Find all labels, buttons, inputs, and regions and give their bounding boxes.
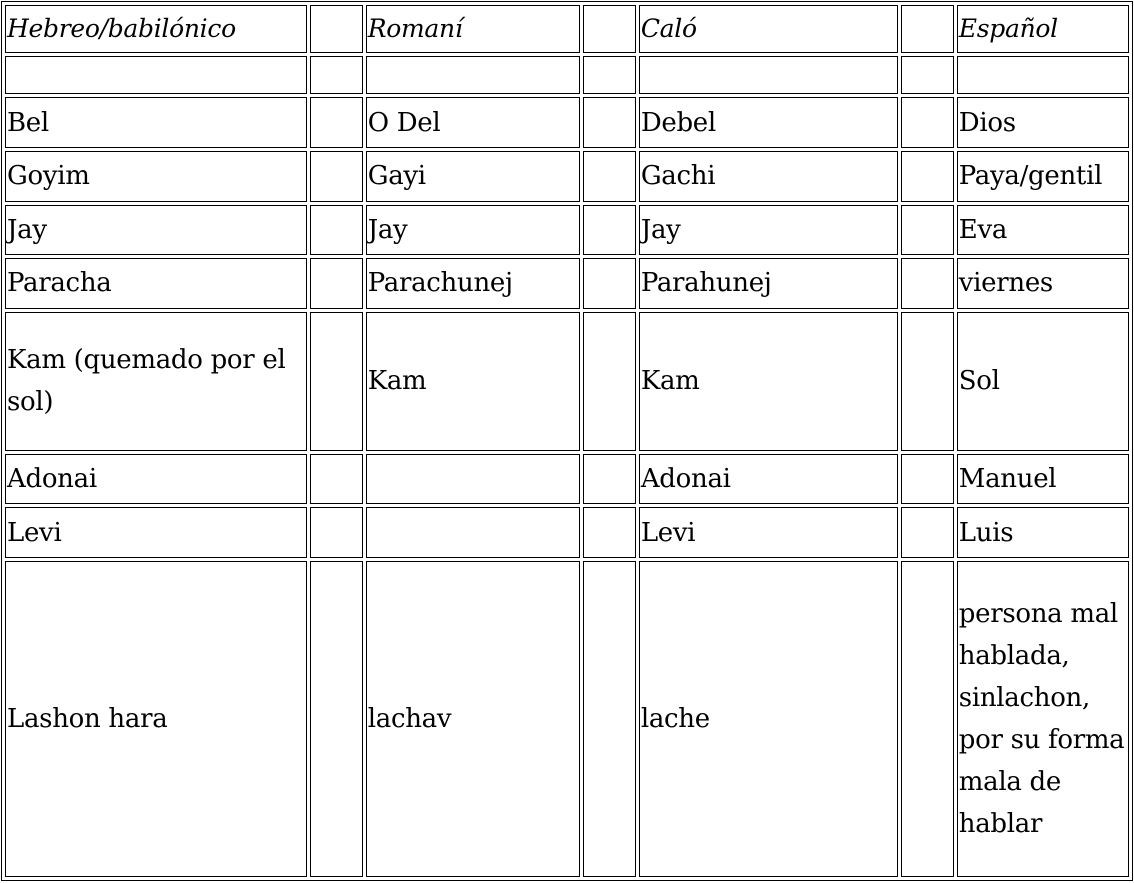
cell-espanol: Eva	[957, 205, 1129, 256]
cell-spacer	[583, 97, 636, 148]
cell-spacer	[901, 258, 954, 309]
cell-romani: lachav	[366, 561, 580, 877]
cell-spacer	[901, 454, 954, 505]
cell-hebrew: Levi	[5, 507, 307, 558]
table-row	[5, 561, 1129, 877]
cell-espanol: Dios	[957, 97, 1129, 148]
cell-calo: Gachi	[639, 151, 898, 202]
cell-spacer	[901, 151, 954, 202]
cell-espanol	[957, 56, 1129, 94]
cell-spacer	[901, 507, 954, 558]
header-espanol: Español	[957, 5, 1129, 53]
cell-hebrew: Paracha	[5, 258, 307, 309]
cell-spacer	[901, 561, 954, 877]
cell-spacer	[310, 258, 363, 309]
cell-calo: Debel	[639, 97, 898, 148]
cell-spacer	[310, 312, 363, 451]
header-calo: Caló	[639, 5, 898, 53]
cell-espanol: Paya/gentil	[957, 151, 1129, 202]
cell-espanol: viernes	[957, 258, 1129, 309]
cell-calo	[639, 56, 898, 94]
cell-calo: Kam	[639, 312, 898, 451]
cell-spacer	[583, 507, 636, 558]
cell-romani	[366, 507, 580, 558]
cell-spacer	[310, 205, 363, 256]
cell-spacer	[310, 507, 363, 558]
header-romani: Romaní	[366, 5, 580, 53]
cell-spacer	[901, 97, 954, 148]
table-row	[5, 507, 1129, 558]
header-spacer	[901, 5, 954, 53]
cell-spacer	[901, 56, 954, 94]
cell-spacer	[310, 97, 363, 148]
cell-spacer	[310, 151, 363, 202]
cell-calo: Levi	[639, 507, 898, 558]
table-row	[5, 151, 1129, 202]
cell-romani: O Del	[366, 97, 580, 148]
cell-calo: Adonai	[639, 454, 898, 505]
cell-hebrew: Bel	[5, 97, 307, 148]
cell-spacer	[310, 454, 363, 505]
header-spacer	[583, 5, 636, 53]
table-row	[5, 205, 1129, 256]
cell-romani: Kam	[366, 312, 580, 451]
cell-hebrew: Lashon hara	[5, 561, 307, 877]
header-hebrew: Hebreo/babilónico	[5, 5, 307, 53]
cell-calo: lache	[639, 561, 898, 877]
cell-spacer	[310, 56, 363, 94]
cell-espanol: Manuel	[957, 454, 1129, 505]
table-row	[5, 56, 1129, 94]
cell-espanol: Luis	[957, 507, 1129, 558]
cell-spacer	[901, 205, 954, 256]
cell-romani: Jay	[366, 205, 580, 256]
table-row	[5, 258, 1129, 309]
cell-hebrew: Adonai	[5, 454, 307, 505]
table-row	[5, 312, 1129, 451]
header-row	[5, 5, 1129, 53]
cell-romani	[366, 454, 580, 505]
cell-espanol: persona mal hablada, sinlachon, por su forma mala de hablar	[957, 561, 1129, 877]
cell-hebrew: Jay	[5, 205, 307, 256]
cell-romani: Parachunej	[366, 258, 580, 309]
header-spacer	[310, 5, 363, 53]
cell-spacer	[583, 454, 636, 505]
cell-calo: Jay	[639, 205, 898, 256]
cell-calo: Parahunej	[639, 258, 898, 309]
cell-spacer	[310, 561, 363, 877]
vocabulary-table	[1, 1, 1133, 881]
cell-spacer	[583, 56, 636, 94]
cell-spacer	[901, 312, 954, 451]
cell-hebrew: Kam (quemado por el sol)	[5, 312, 307, 451]
cell-romani: Gayi	[366, 151, 580, 202]
cell-spacer	[583, 258, 636, 309]
cell-spacer	[583, 205, 636, 256]
cell-espanol: Sol	[957, 312, 1129, 451]
table-row	[5, 454, 1129, 505]
cell-hebrew	[5, 56, 307, 94]
cell-hebrew: Goyim	[5, 151, 307, 202]
cell-romani	[366, 56, 580, 94]
table-row	[5, 97, 1129, 148]
cell-spacer	[583, 561, 636, 877]
cell-spacer	[583, 312, 636, 451]
cell-spacer	[583, 151, 636, 202]
